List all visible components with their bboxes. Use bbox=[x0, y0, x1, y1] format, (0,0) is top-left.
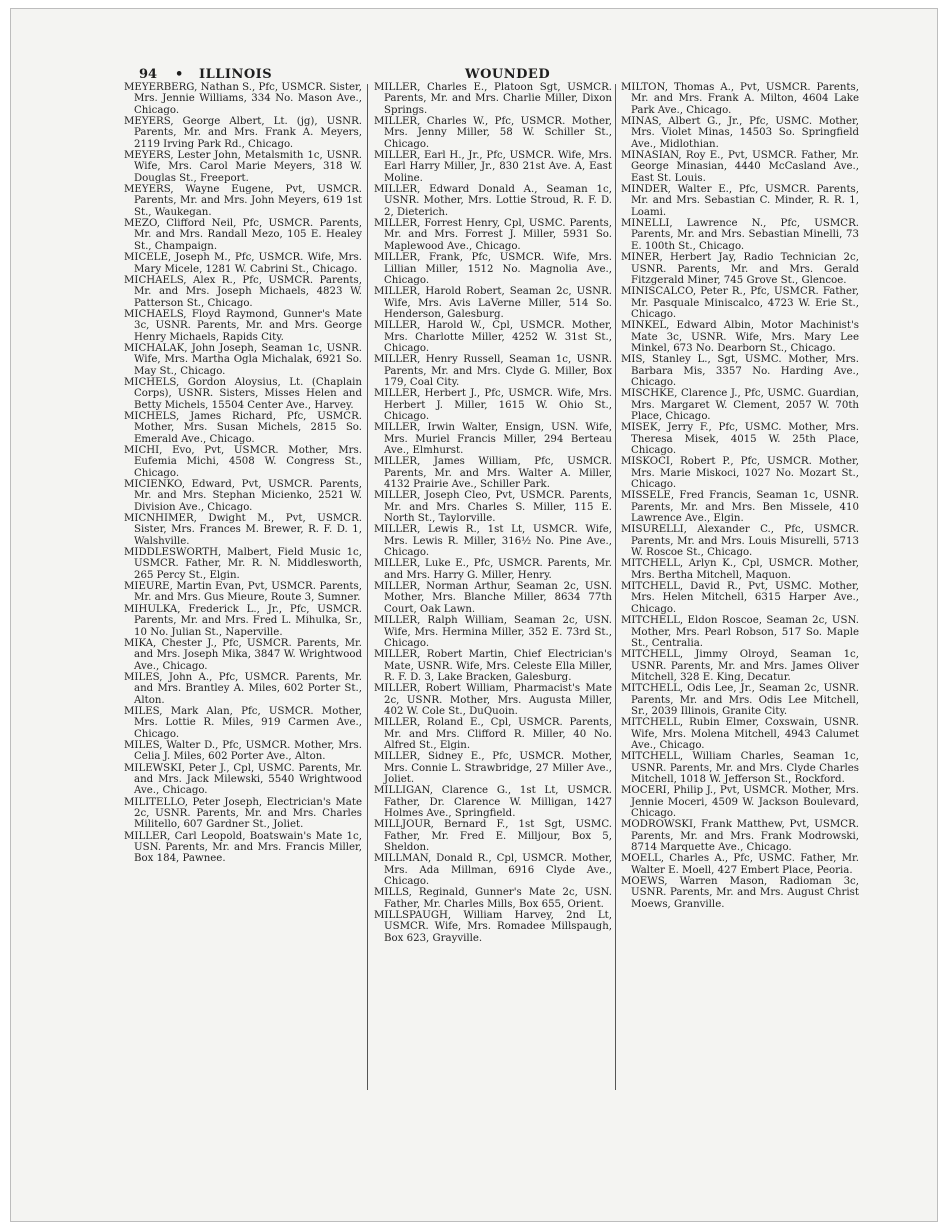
casualty-entry: MINKEL, Edward Albin, Motor Machinist's Mate 3c, USNR. Wife, Mrs. Mary Lee Minkel, 673 No. Dearborn St., Chicago. bbox=[621, 320, 859, 354]
casualty-entry: MILLER, Harold Robert, Seaman 2c, USNR. Wife, Mrs. Avis LaVerne Miller, 514 So. Henderson, Galesburg. bbox=[374, 286, 612, 320]
column-divider bbox=[367, 84, 368, 1090]
casualty-entry: MILTON, Thomas A., Pvt, USMCR. Parents, Mr. and Mrs. Frank A. Milton, 4604 Lake Park Ave., Chicago. bbox=[621, 82, 859, 116]
casualty-entry: MINDER, Walter E., Pfc, USMCR. Parents, Mr. and Mrs. Sebastian C. Minder, R. R. 1, Loami. bbox=[621, 184, 859, 218]
casualty-entry: MILLER, Ralph William, Seaman 2c, USN. Wife, Mrs. Hermina Miller, 352 E. 73rd St., Chicago. bbox=[374, 615, 612, 649]
casualty-entry: MILLIGAN, Clarence G., 1st Lt, USMCR. Father, Dr. Clarence W. Milligan, 1427 Holmes Ave., Springfield. bbox=[374, 785, 612, 819]
casualty-entry: MICIENKO, Edward, Pvt, USMCR. Parents, Mr. and Mrs. Stephan Micienko, 2521 W. Division Ave., Chicago. bbox=[124, 479, 362, 513]
casualty-entry: MILLSPAUGH, William Harvey, 2nd Lt, USMCR. Wife, Mrs. Romadee Millspaugh, Box 623, Grayville. bbox=[374, 910, 612, 944]
casualty-entry: MILITELLO, Peter Joseph, Electrician's Mate 2c, USNR. Parents, Mr. and Mrs. Charles Militello, 607 Gardner St., Joliet. bbox=[124, 796, 362, 831]
casualty-entry: MISCHKE, Clarence J., Pfc, USMC. Guardian, Mrs. Margaret W. Clement, 2057 W. 70th Place, Chicago. bbox=[621, 388, 859, 422]
casualty-entry: MISKOCI, Robert P., Pfc, USMCR. Mother, Mrs. Marie Miskoci, 1027 No. Mozart St., Chicago. bbox=[621, 456, 859, 491]
casualty-entry: MILLER, Earl H., Jr., Pfc, USMCR. Wife, Mrs. Earl Harry Miller, Jr., 830 21st Ave. A, East Moline. bbox=[374, 150, 612, 184]
casualty-entry: MILES, Walter D., Pfc, USMCR. Mother, Mrs. Celia J. Miles, 602 Porter Ave., Alton. bbox=[124, 739, 362, 763]
casualty-column-3 bbox=[621, 82, 859, 910]
casualty-entry: MINER, Herbert Jay, Radio Technician 2c, USNR. Parents, Mr. and Mrs. Gerald Fitzgerald Miner, 745 Grove St., Glencoe. bbox=[621, 252, 859, 286]
casualty-entry: MEYERS, Lester John, Metalsmith 1c, USNR. Wife, Mrs. Carol Marie Meyers, 318 W. Douglas St., Freeport. bbox=[124, 150, 362, 184]
casualty-entry: MEYERS, George Albert, Lt. (jg), USNR. Parents, Mr. and Mrs. Frank A. Meyers, 2119 Irving Park Rd., Chicago. bbox=[124, 116, 362, 150]
casualty-entry: MITCHELL, Jimmy Olroyd, Seaman 1c, USNR. Parents, Mr. and Mrs. James Oliver Mitchell, 328 E. King, Decatur. bbox=[621, 649, 859, 683]
casualty-entry: MINISCALCO, Peter R., Pfc, USMCR. Father, Mr. Pasquale Miniscalco, 4723 W. Erie St., Chicago. bbox=[621, 286, 859, 320]
casualty-entry: MINASIAN, Roy E., Pvt, USMCR. Father, Mr. George Minasian, 4440 McCasland Ave., East St. Louis. bbox=[621, 150, 859, 184]
casualty-entry: MICHAELS, Floyd Raymond, Gunner's Mate 3c, USNR. Parents, Mr. and Mrs. George Henry Michaels, Rapids City. bbox=[124, 308, 362, 343]
casualty-entry: MILLER, James William, Pfc, USMCR. Parents, Mr. and Mrs. Walter A. Miller, 4132 Prairie Ave., Schiller Park. bbox=[374, 456, 612, 491]
casualty-entry: MEYERS, Wayne Eugene, Pvt, USMCR. Parents, Mr. and Mrs. John Meyers, 619 1st St., Waukegan. bbox=[124, 184, 362, 218]
casualty-entry: MILES, John A., Pfc, USMCR. Parents, Mr. and Mrs. Brantley A. Miles, 602 Porter St., Alton. bbox=[124, 671, 362, 706]
casualty-entry: MOEWS, Warren Mason, Radioman 3c, USNR. Parents, Mr. and Mrs. August Christ Moews, Granville. bbox=[621, 876, 859, 910]
casualty-entry: MITCHELL, David R., Pvt, USMC. Mother, Mrs. Helen Mitchell, 6315 Harper Ave., Chicago. bbox=[621, 581, 859, 615]
casualty-entry: MOELL, Charles A., Pfc, USMC. Father, Mr. Walter E. Moell, 427 Embert Place, Peoria. bbox=[621, 853, 859, 876]
casualty-entry: MEYERBERG, Nathan S., Pfc, USMCR. Sister, Mrs. Jennie Williams, 334 No. Mason Ave., Chicago. bbox=[124, 82, 362, 116]
casualty-entry: MICHAELS, Alex R., Pfc, USMCR. Parents, Mr. and Mrs. Joseph Michaels, 4823 W. Patterson St., Chicago. bbox=[124, 274, 362, 309]
casualty-entry: MILLER, Herbert J., Pfc, USMCR. Wife, Mrs. Herbert J. Miller, 1615 W. Ohio St., Chicago. bbox=[374, 388, 612, 422]
casualty-entry: MIKA, Chester J., Pfc, USMCR. Parents, Mr. and Mrs. Joseph Mika, 3847 W. Wrightwood Ave., Chicago. bbox=[124, 637, 362, 672]
casualty-entry: MISSELE, Fred Francis, Seaman 1c, USNR. Parents, Mr. and Mrs. Ben Missele, 410 Lawrence Ave., Elgin. bbox=[621, 490, 859, 525]
casualty-entry: MICHELS, Gordon Aloysius, Lt. (Chaplain Corps), USNR. Sisters, Misses Helen and Betty Michels, 15504 Center Ave., Harvey. bbox=[124, 376, 362, 411]
casualty-entry: MODROWSKI, Frank Matthew, Pvt, USMCR. Parents, Mr. and Mrs. Frank Modrowski, 8714 Marquette Ave., Chicago. bbox=[621, 819, 859, 854]
casualty-entry: MILLER, Norman Arthur, Seaman 2c, USN. Mother, Mrs. Blanche Miller, 8634 77th Court, Oak Lawn. bbox=[374, 581, 612, 615]
casualty-entry: MILLER, Henry Russell, Seaman 1c, USNR. Parents, Mr. and Mrs. Clyde G. Miller, Box 179, Coal City. bbox=[374, 354, 612, 388]
casualty-entry: MILLJOUR, Bernard F., 1st Sgt, USMC. Father, Mr. Fred E. Milljour, Box 5, Sheldon. bbox=[374, 819, 612, 854]
casualty-column-2 bbox=[374, 82, 612, 944]
casualty-entry: MILLER, Irwin Walter, Ensign, USN. Wife, Mrs. Muriel Francis Miller, 294 Berteau Ave., Elmhurst. bbox=[374, 422, 612, 456]
casualty-entry: MILES, Mark Alan, Pfc, USMCR. Mother, Mrs. Lottie R. Miles, 919 Carmen Ave., Chicago. bbox=[124, 705, 362, 740]
casualty-entry: MIS, Stanley L., Sgt, USMC. Mother, Mrs. Barbara Mis, 3357 No. Harding Ave., Chicago. bbox=[621, 354, 859, 388]
casualty-entry: MILLER, Edward Donald A., Seaman 1c, USNR. Mother, Mrs. Lottie Stroud, R. F. D. 2, Dieterich. bbox=[374, 184, 612, 218]
casualty-column-1 bbox=[124, 82, 362, 865]
casualty-entry: MOCERI, Philip J., Pvt, USMCR. Mother, Mrs. Jennie Moceri, 4509 W. Jackson Boulevard, Chicago. bbox=[621, 785, 859, 819]
casualty-entry: MILLER, Sidney E., Pfc, USMCR. Mother, Mrs. Connie L. Strawbridge, 27 Miller Ave., Joliet. bbox=[374, 751, 612, 785]
casualty-entry: MILLER, Luke E., Pfc, USMCR. Parents, Mr. and Mrs. Harry G. Miller, Henry. bbox=[374, 558, 612, 581]
casualty-entry: MITCHELL, William Charles, Seaman 1c, USNR. Parents, Mr. and Mrs. Clyde Charles Mitchell, 1018 W. Jefferson St., Rockford. bbox=[621, 751, 859, 785]
page-number: 94 bbox=[139, 67, 158, 82]
casualty-entry: MICHALAK, John Joseph, Seaman 1c, USNR. Wife, Mrs. Martha Ogla Michalak, 6921 So. May St., Chicago. bbox=[124, 342, 362, 377]
casualty-entry: MISURELLI, Alexander C., Pfc, USMCR. Parents, Mr. and Mrs. Louis Misurelli, 5713 W. Roscoe St., Chicago. bbox=[621, 524, 859, 559]
casualty-entry: MIHULKA, Frederick L., Jr., Pfc, USMCR. Parents, Mr. and Mrs. Fred L. Mihulka, Sr., 10 No. Julian St., Naperville. bbox=[124, 603, 362, 638]
casualty-entry: MILEWSKI, Peter J., Cpl, USMC. Parents, Mr. and Mrs. Jack Milewski, 5540 Wrightwood Ave., Chicago. bbox=[124, 762, 362, 797]
casualty-entry: MILLER, Robert Martin, Chief Electrician's Mate, USNR. Wife, Mrs. Celeste Ella Miller, R. F. D. 3, Lake Bracken, Galesburg. bbox=[374, 649, 612, 683]
casualty-entry: MICELE, Joseph M., Pfc, USMCR. Wife, Mrs. Mary Micele, 1281 W. Cabrini St., Chicago. bbox=[124, 252, 362, 275]
casualty-entry: MISEK, Jerry F., Pfc, USMC. Mother, Mrs. Theresa Misek, 4015 W. 25th Place, Chicago. bbox=[621, 422, 859, 456]
casualty-entry: MINAS, Albert G., Jr., Pfc, USMC. Mother, Mrs. Violet Minas, 14503 So. Springfield Ave., Midlothian. bbox=[621, 116, 859, 150]
casualty-entry: MITCHELL, Eldon Roscoe, Seaman 2c, USN. Mother, Mrs. Pearl Robson, 517 So. Maple St., Centralia. bbox=[621, 615, 859, 649]
casualty-entry: MIEURE, Martin Evan, Pvt, USMCR. Parents, Mr. and Mrs. Gus Mieure, Route 3, Sumner. bbox=[124, 581, 362, 604]
column-divider bbox=[615, 84, 616, 1090]
casualty-entry: MILLER, Frank, Pfc, USMCR. Wife, Mrs. Lillian Miller, 1512 No. Magnolia Ave., Chicago. bbox=[374, 252, 612, 286]
casualty-entry: MEZO, Clifford Neil, Pfc, USMCR. Parents, Mr. and Mrs. Randall Mezo, 105 E. Healey St., Champaign. bbox=[124, 218, 362, 252]
casualty-entry: MILLER, Forrest Henry, Cpl, USMC. Parents, Mr. and Mrs. Forrest J. Miller, 5931 So. Maplewood Ave., Chicago. bbox=[374, 218, 612, 252]
casualty-entry: MILLER, Charles E., Platoon Sgt, USMCR. Parents, Mr. and Mrs. Charlie Miller, Dixon Springs. bbox=[374, 82, 612, 116]
casualty-entry: MILLER, Charles W., Pfc, USMCR. Mother, Mrs. Jenny Miller, 58 W. Schiller St., Chicago. bbox=[374, 116, 612, 150]
casualty-entry: MITCHELL, Rubin Elmer, Coxswain, USNR. Wife, Mrs. Molena Mitchell, 4943 Calumet Ave., Chicago. bbox=[621, 717, 859, 751]
section-heading: WOUNDED bbox=[465, 67, 551, 82]
casualty-entry: MILLER, Roland E., Cpl, USMCR. Parents, Mr. and Mrs. Clifford R. Miller, 40 No. Alfred St., Elgin. bbox=[374, 717, 612, 751]
casualty-entry: MILLER, Harold W., Cpl, USMCR. Mother, Mrs. Charlotte Miller, 4252 W. 31st St., Chicago. bbox=[374, 320, 612, 354]
state-heading: ILLINOIS bbox=[199, 67, 273, 82]
casualty-entry: MILLER, Joseph Cleo, Pvt, USMCR. Parents, Mr. and Mrs. Charles S. Miller, 115 E. North St., Taylorville. bbox=[374, 490, 612, 525]
casualty-entry: MILLER, Carl Leopold, Boatswain's Mate 1c, USN. Parents, Mr. and Mrs. Francis Miller, Box 184, Pawnee. bbox=[124, 830, 362, 865]
casualty-entry: MITCHELL, Arlyn K., Cpl, USMCR. Mother, Mrs. Bertha Mitchell, Maquon. bbox=[621, 558, 859, 581]
casualty-entry: MILLER, Robert William, Pharmacist's Mate 2c, USNR. Mother, Mrs. Augusta Miller, 402 W. Cole St., DuQuoin. bbox=[374, 683, 612, 717]
casualty-entry: MILLMAN, Donald R., Cpl, USMCR. Mother, Mrs. Ada Millman, 6916 Clyde Ave., Chicago. bbox=[374, 853, 612, 888]
casualty-entry: MIDDLESWORTH, Malbert, Field Music 1c, USMCR. Father, Mr. R. N. Middlesworth, 265 Percy St., Elgin. bbox=[124, 547, 362, 581]
casualty-entry: MILLER, Lewis R., 1st Lt, USMCR. Wife, Mrs. Lewis R. Miller, 316½ No. Pine Ave., Chicago. bbox=[374, 524, 612, 559]
casualty-entry: MICHI, Evo, Pvt, USMCR. Mother, Mrs. Eufemia Michi, 4508 W. Congress St., Chicago. bbox=[124, 445, 362, 479]
casualty-entry: MICNHIMER, Dwight M., Pvt, USMCR. Sister, Mrs. Frances M. Brewer, R. F. D. 1, Walshville. bbox=[124, 513, 362, 547]
casualty-entry: MITCHELL, Odis Lee, Jr., Seaman 2c, USNR. Parents, Mr. and Mrs. Odis Lee Mitchell, Sr., 2039 Illinois, Granite City. bbox=[621, 683, 859, 717]
casualty-entry: MINELLI, Lawrence N., Pfc, USMCR. Parents, Mr. and Mrs. Sebastian Minelli, 73 E. 100th St., Chicago. bbox=[621, 218, 859, 252]
casualty-entry: MICHELS, James Richard, Pfc, USMCR. Mother, Mrs. Susan Michels, 2815 So. Emerald Ave., Chicago. bbox=[124, 410, 362, 445]
header-bullet: • bbox=[175, 67, 184, 82]
casualty-entry: MILLS, Reginald, Gunner's Mate 2c, USN. Father, Mr. Charles Mills, Box 655, Orient. bbox=[374, 887, 612, 910]
